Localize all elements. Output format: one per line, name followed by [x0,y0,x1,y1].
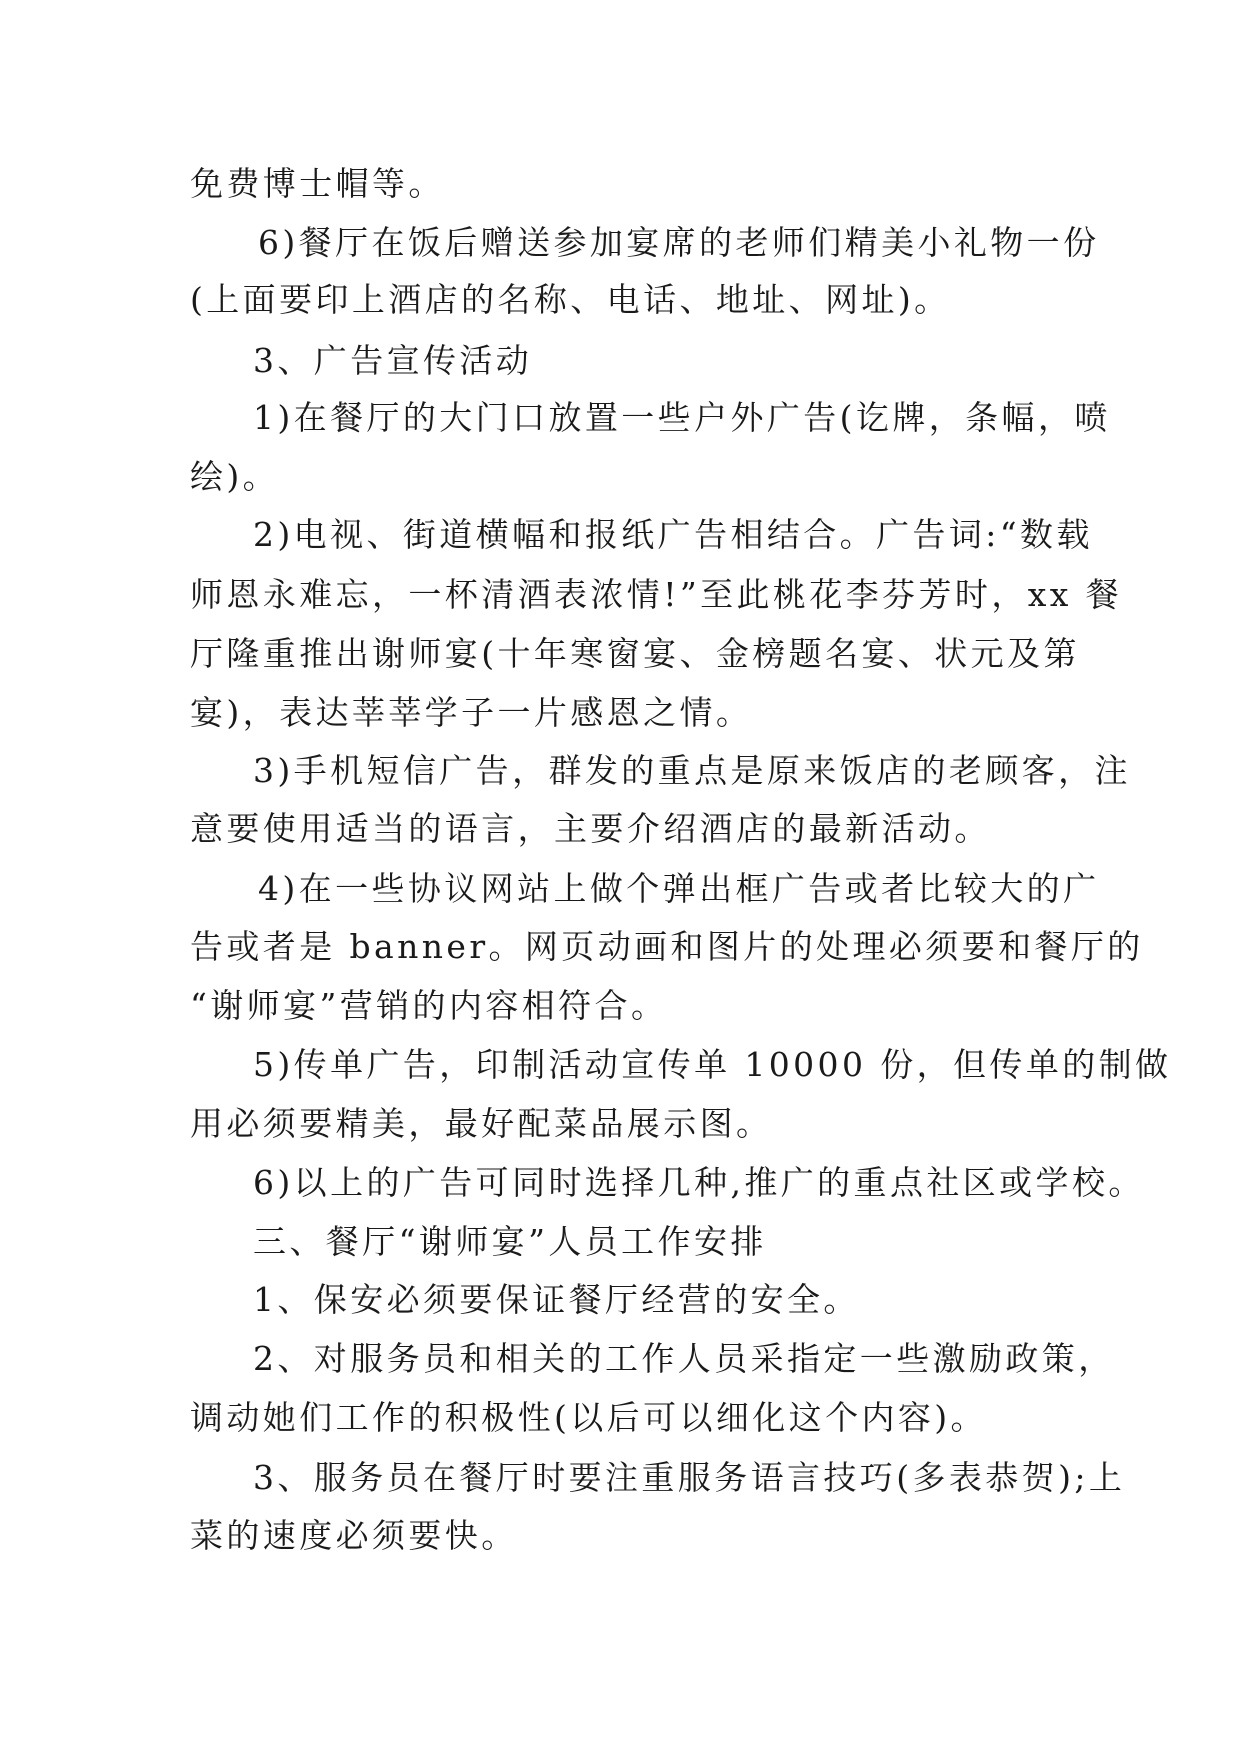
section-heading: 三、餐厅“谢师宴”人员工作安排 [253,1222,767,1261]
text-line: 6)以上的广告可同时选择几种,推广的重点社区或学校。 [253,1163,1145,1202]
text-line: 2、对服务员和相关的工作人员采指定一些激励政策， [253,1339,1115,1378]
text-line: 意要使用适当的语言，主要介绍酒店的最新活动。 [190,809,991,848]
text-line: 菜的速度必须要快。 [190,1516,518,1555]
text-line: 2)电视、街道横幅和报纸广告相结合。广告词:“数载 [253,515,1093,554]
text-line: (上面要印上酒店的名称、电话、地址、网址)。 [190,280,951,319]
section-heading: 3、广告宣传活动 [253,341,533,380]
text-line: 1、保安必须要保证餐厅经营的安全。 [253,1280,860,1319]
text-line: 告或者是 banner。网页动画和图片的处理必须要和餐厅的 [190,927,1144,966]
text-line: 3)手机短信广告，群发的重点是原来饭店的老顾客，注 [253,751,1131,790]
text-line: 免费博士帽等。 [190,164,445,203]
text-line: “谢师宴”营销的内容相符合。 [190,986,668,1025]
text-line: 4)在一些协议网站上做个弹出框广告或者比较大的广 [258,869,1100,908]
text-line: 调动她们工作的积极性(以后可以细化这个内容)。 [190,1398,987,1437]
text-line: 1)在餐厅的大门口放置一些户外广告(讫牌，条幅，喷 [253,398,1111,437]
text-line: 宴)，表达莘莘学子一片感恩之情。 [190,693,753,732]
text-line: 6)餐厅在饭后赠送参加宴席的老师们精美小礼物一份 [258,223,1100,262]
text-line: 师恩永难忘，一杯清酒表浓情!”至此桃花李芬芳时，xx 餐 [190,575,1123,614]
text-line: 绘)。 [190,457,280,496]
text-line: 用必须要精美，最好配菜品展示图。 [190,1104,773,1143]
text-line: 5)传单广告，印制活动宣传单 10000 份，但传单的制做 [253,1045,1172,1084]
text-line: 厅隆重推出谢师宴(十年寒窗宴、金榜题名宴、状元及第 [190,634,1080,673]
text-line: 3、服务员在餐厅时要注重服务语言技巧(多表恭贺);上 [253,1458,1126,1497]
